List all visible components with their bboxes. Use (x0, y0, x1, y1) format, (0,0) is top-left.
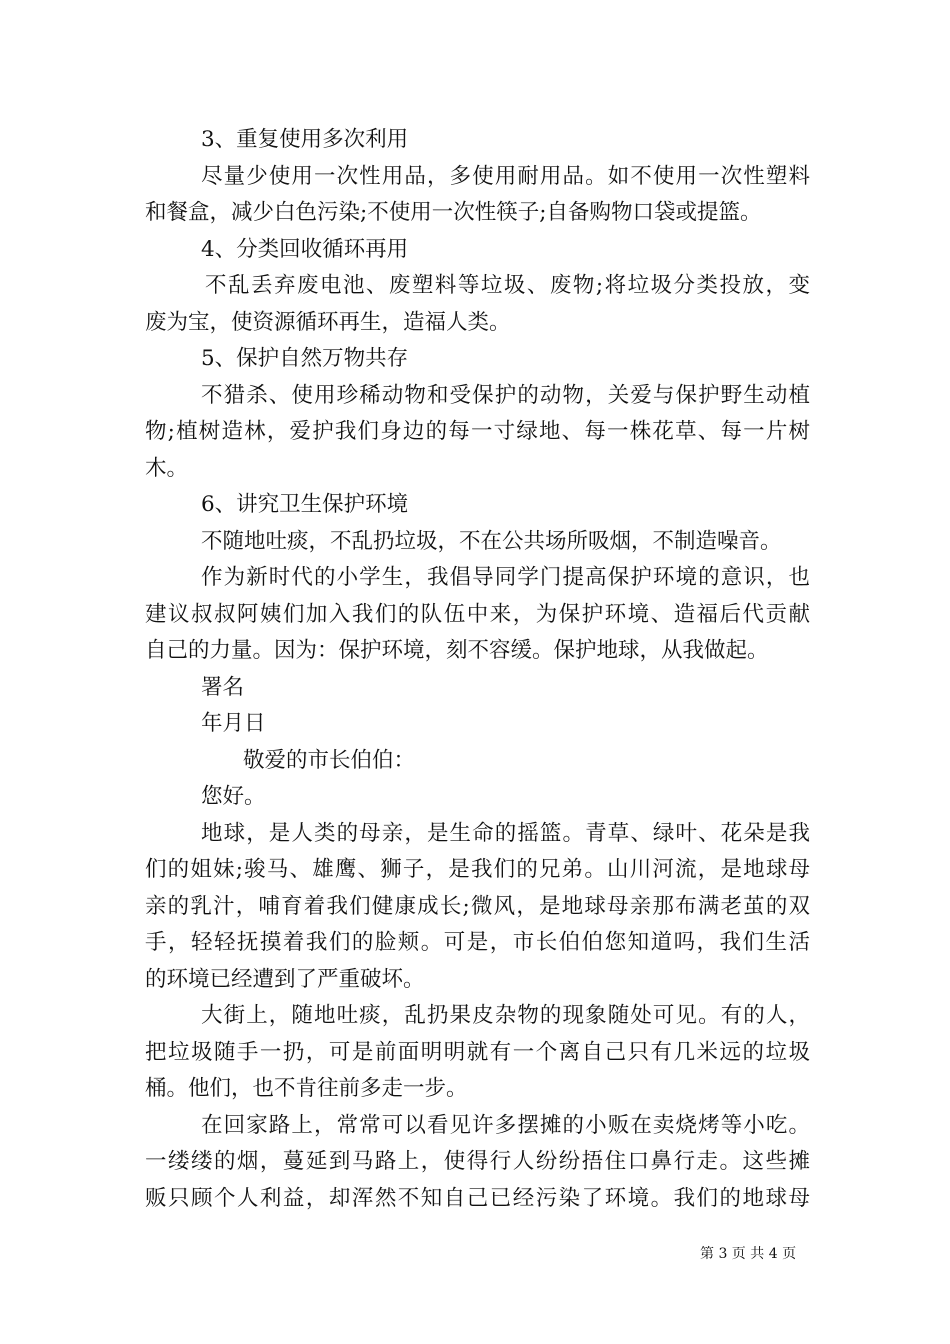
text-line: 把垃圾随手一扔，可是前面明明就有一个离自己只有几米远的垃圾 (145, 1039, 810, 1065)
text-line: 木。 (145, 455, 189, 481)
text-line: 亲的乳汁，哺育着我们健康成长;微风，是地球母亲那布满老茧的双 (145, 893, 810, 919)
text-line: 尽量少使用一次性用品，多使用耐用品。如不使用一次性塑料 (201, 163, 810, 189)
text-line: 年月日 (201, 711, 266, 736)
text-line: 6、讲究卫生保护环境 (201, 492, 409, 517)
text-line: 不乱丢弃废电池、废塑料等垃圾、废物;将垃圾分类投放，变 (205, 273, 810, 298)
text-line: 自己的力量。因为：保护环境，刻不容缓。保护地球，从我做起。 (145, 638, 769, 663)
text-line: 敬爱的市长伯伯： (243, 747, 416, 773)
page-number: 第 3 页 共 4 页 (700, 1246, 797, 1262)
text-line: 建议叔叔阿姨们加入我们的队伍中来，为保护环境、造福后代贡献 (145, 601, 810, 627)
text-line: 手，轻轻抚摸着我们的脸颊。可是，市长伯伯您知道吗，我们生活 (145, 930, 810, 955)
text-line: 和餐盒，减少白色污染;不使用一次性筷子;自备购物口袋或提篮。 (145, 200, 762, 225)
text-line: 废为宝，使资源循环再生，造福人类。 (145, 309, 511, 335)
text-line: 大街上，随地吐痰，乱扔果皮杂物的现象随处可见。有的人， (201, 1003, 810, 1028)
text-line: 不猎杀、使用珍稀动物和受保护的动物，关爱与保护野生动植 (201, 382, 810, 408)
text-line: 5、保护自然万物共存 (201, 346, 409, 371)
text-line: 地球，是人类的母亲，是生命的摇篮。青草、绿叶、花朵是我 (201, 820, 810, 846)
text-line: 署名 (201, 674, 245, 700)
text-line: 您好。 (201, 784, 266, 809)
text-line: 贩只顾个人利益，却浑然不知自己已经污染了环境。我们的地球母 (145, 1185, 810, 1211)
text-line: 们的姐妹;骏马、雄鹰、狮子，是我们的兄弟。山川河流，是地球母 (145, 857, 810, 882)
text-line: 的环境已经遭到了严重破坏。 (145, 966, 425, 992)
text-line: 物;植树造林，爱护我们身边的每一寸绿地、每一株花草、每一片树 (145, 419, 810, 444)
text-line: 不随地吐痰，不乱扔垃圾，不在公共场所吸烟，不制造噪音。 (201, 528, 782, 554)
text-line: 4、分类回收循环再用 (201, 236, 409, 262)
text-line: 桶。他们，也不肯往前多走一步。 (145, 1076, 468, 1101)
document-body (145, 122, 810, 1217)
text-line: 作为新时代的小学生，我倡导同学门提高保护环境的意识，也 (201, 565, 810, 590)
text-line: 一缕缕的烟，蔓延到马路上，使得行人纷纷捂住口鼻行走。这些摊 (145, 1149, 810, 1174)
text-line: 3、重复使用多次利用 (201, 127, 409, 152)
text-line: 在回家路上，常常可以看见许多摆摊的小贩在卖烧烤等小吃。 (201, 1112, 810, 1138)
